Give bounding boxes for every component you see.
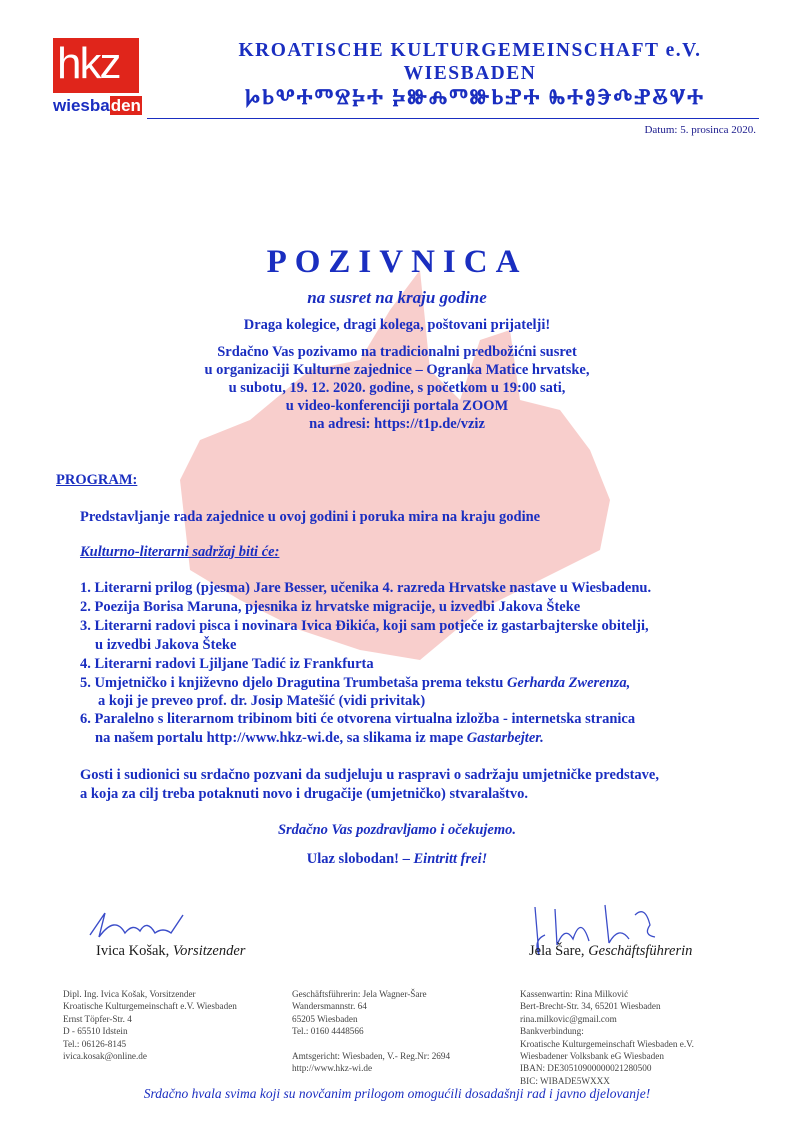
footer-line: Geschäftsführerin: Jela Wagner-Šare — [292, 989, 427, 999]
program-item-1: 1. Literarni prilog (pjesma) Jare Besser, učenika 4. razreda Hrvatske nastave u Wiesbadenu. — [80, 580, 652, 596]
footer-thanks: Srdačno hvala svima koji su novčanim prilogom omogućili dosadašnji rad i javno djelovanje! — [143, 1086, 651, 1101]
footer-line — [292, 1038, 450, 1050]
footer-line: Kroatische Kulturgemeinschaft Wiesbaden e.V. — [520, 1038, 694, 1049]
footer-email-link[interactable]: rina.milkovic@gmail.com — [520, 1013, 617, 1024]
logo-text-hkz: hkz — [57, 39, 120, 88]
signer-right-name: Jela Šare, — [529, 943, 589, 959]
footer-col-management — [292, 988, 450, 1075]
footer-line: Wiesbadener Volksbank eG Wiesbaden — [520, 1051, 664, 1062]
footer-line: Bankverbindung: — [520, 1026, 584, 1037]
invite-line-1: Srdačno Vas pozivamo na tradicionalni predbožićni susret — [217, 344, 577, 360]
invitation-title: POZIVNICA — [266, 244, 528, 280]
program-item-3: 3. Literarni radovi pisca i novinara Ivica Đikića, koji sam potječe iz gastarbajterske obitelji, — [80, 618, 649, 634]
footer-col-chair — [63, 988, 237, 1062]
signer-left-name: Ivica Košak, — [96, 943, 173, 959]
footer-line: Ernst Töpfer-Str. 4 — [63, 1013, 132, 1024]
org-name-glagolitic: ⰘⰓⰂⰀⰕⰔⰍⰀ ⰍⰖⰎⰕⰖⰓⰐⰀ ⰈⰀⰑⰅⰄⰐⰋⰜⰀ — [244, 84, 706, 109]
footer-line: Tel.: 06126-8145 — [63, 1038, 127, 1049]
program-item-2: 2. Poezija Borisa Maruna, pjesnika iz hrvatske migracije, u izvedbi Jakova Šteke — [80, 599, 581, 615]
footer-line: D - 65510 Idstein — [63, 1026, 128, 1037]
entry-de: Eintritt frei! — [413, 851, 488, 867]
logo-text-wiesba: wiesba — [53, 96, 110, 115]
program-intro: Predstavljanje rada zajednice u ovoj godini i poruka mira na kraju godine — [80, 509, 541, 525]
program-item-4: 4. Literarni radovi Ljiljane Tadić iz Frankfurta — [80, 656, 374, 672]
entry-hr: Ulaz slobodan! – — [306, 851, 414, 867]
signer-left — [96, 943, 245, 960]
program-item-5 — [80, 675, 630, 692]
invite-line-3: u subotu, 19. 12. 2020. godine, s početkom u 19:00 sati, — [228, 380, 566, 396]
footer-line: Kassenwartin: Rina Milković — [520, 989, 629, 999]
invite-line-4: u video-konferenciji portala ZOOM — [285, 398, 509, 414]
footer-line: IBAN: DE30510900000021280500 — [520, 1063, 652, 1074]
footer-website-link[interactable]: http://www.hkz-wi.de — [292, 1063, 373, 1074]
footer-line: Wandersmannstr. 64 — [292, 1001, 367, 1012]
footer-col-treasurer — [520, 988, 694, 1087]
closing-line-2: a koja za cilj treba potaknuti novo i drugačije (umjetničko) stvaralaštvo. — [80, 786, 528, 802]
document-date: Datum: 5. prosinca 2020. — [644, 124, 756, 136]
program-item-6-title: Gastarbejter. — [466, 730, 544, 746]
program-item-6: 6. Paralelno s literarnom tribinom biti će otvorena virtualna izložba - internetska stranica — [80, 711, 636, 727]
signer-left-role: Vorsitzender — [172, 943, 246, 959]
footer-email-link[interactable]: ivica.kosak@online.de — [63, 1051, 147, 1062]
invitation-subtitle: na susret na kraju godine — [307, 288, 487, 307]
program-item-5-text: 5. Umjetničko i književno djelo Dragutina Trumbetaša prema tekstu — [80, 675, 507, 691]
footer-line: BIC: WIBADE5WXXX — [520, 1075, 610, 1086]
program-item-5-cont: a koji je preveo prof. dr. Josip Matešić (vidi privitak) — [98, 693, 426, 709]
entry-free — [0, 851, 794, 868]
program-item-3-cont: u izvedbi Jakova Šteke — [95, 637, 237, 653]
greeting: Draga kolegice, dragi kolega, poštovani prijatelji! — [243, 317, 551, 333]
footer-line: Amtsgericht: Wiesbaden, V.- Reg.Nr: 2694 — [292, 1051, 451, 1062]
header-divider — [147, 118, 759, 119]
footer-line: Dipl. Ing. Ivica Košak, Vorsitzender — [63, 989, 196, 999]
regards: Srdačno Vas pozdravljamo i očekujemo. — [277, 822, 517, 838]
program-item-6-text: na našem portalu http://www.hkz-wi.de, sa slikama iz mape — [95, 730, 467, 746]
footer-line: Bert-Brecht-Str. 34, 65201 Wiesbaden — [520, 1001, 661, 1012]
footer-line: 65205 Wiesbaden — [292, 1013, 358, 1024]
org-name-line2: WIESBADEN — [403, 63, 537, 84]
program-heading: PROGRAM: — [56, 472, 138, 488]
logo-text-den: den — [110, 96, 141, 115]
zoom-link[interactable]: na adresi: https://t1p.de/vziz — [309, 416, 485, 432]
hkz-logo — [53, 38, 139, 118]
program-item-6-cont — [95, 730, 544, 747]
footer-line: Kroatische Kulturgemeinschaft e.V. Wiesbaden — [63, 1001, 237, 1012]
program-subheading: Kulturno-literarni sadržaj biti će: — [80, 544, 280, 560]
footer-line: Tel.: 0160 4448566 — [292, 1026, 364, 1037]
program-item-5-author: Gerharda Zwerenza, — [506, 675, 631, 691]
signer-right-role: Geschäftsführerin — [588, 943, 693, 959]
signer-right — [529, 943, 692, 960]
closing-line-1: Gosti i sudionici su srdačno pozvani da sudjeluju u raspravi o sadržaju umjetničke predstave, — [80, 767, 659, 783]
invite-line-2: u organizaciji Kulturne zajednice – Ogranka Matice hrvatske, — [204, 362, 590, 378]
org-name-line1: KROATISCHE KULTURGEMEINSCHAFT e.V. — [238, 40, 702, 61]
